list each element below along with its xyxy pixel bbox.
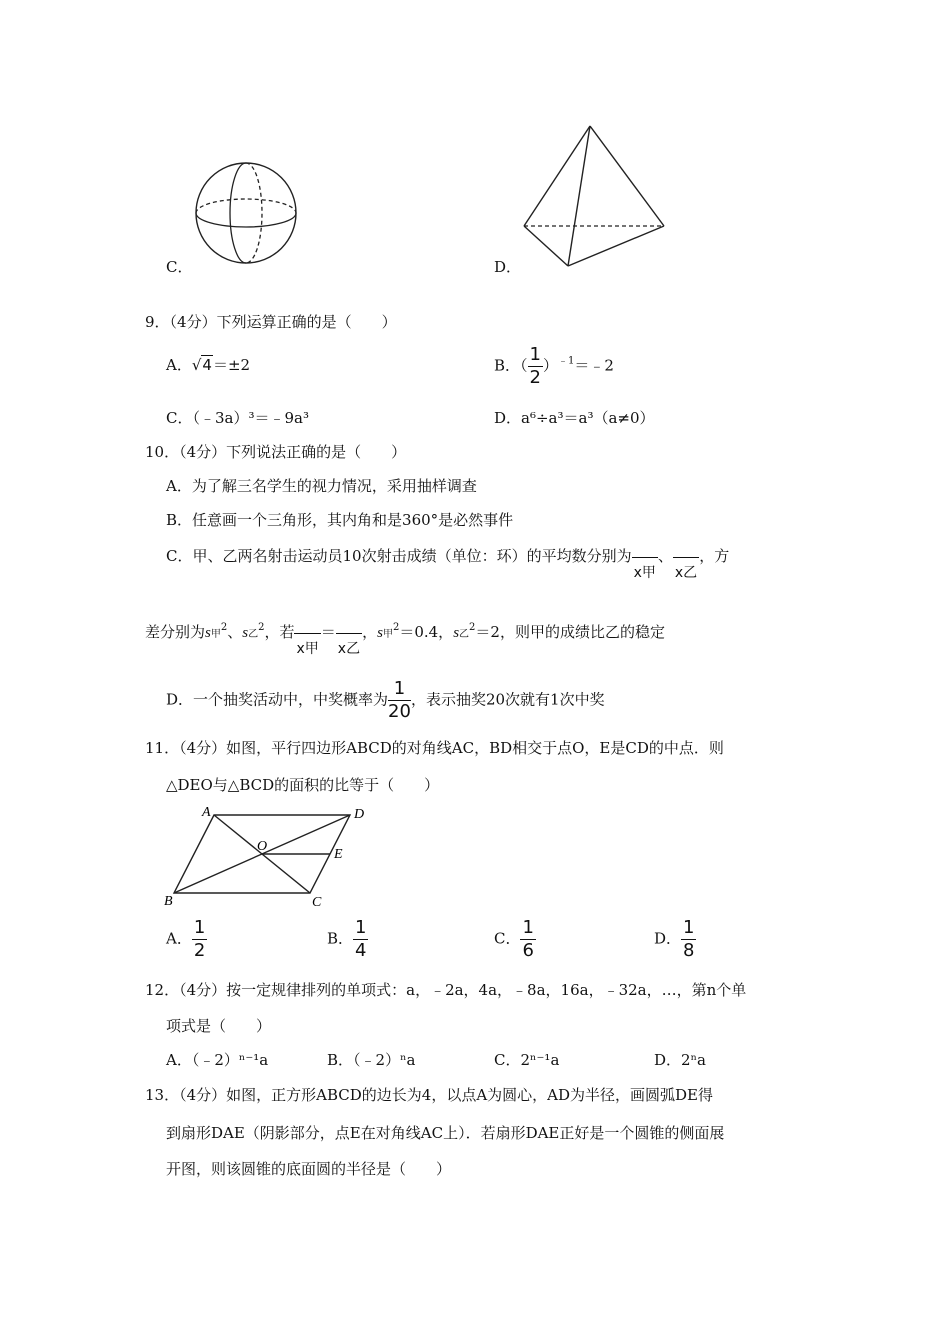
q10-stem: 10．（4分）下列说法正确的是（ ） (145, 443, 407, 461)
q9-option-d: D．a⁶÷a³＝a³（a≠0） (494, 409, 655, 427)
q11-option-c: C． $\frac{1}{6}$ (494, 917, 534, 961)
q10-option-c-line1: C．甲、乙两名射击运动员10次射击成绩（单位：环）的平均数分别为x甲、x乙，方 (166, 547, 730, 581)
option-d-label: D． (494, 258, 522, 276)
option-c-label: C． (166, 258, 193, 276)
q13-line1: 13．（4分）如图，正方形ABCD的边长为4，以点A为圆心，AD为半径，画圆弧DE得 (145, 1086, 713, 1104)
sphere-figure (188, 156, 308, 276)
q9-option-a: A．√4＝±2 (166, 356, 251, 374)
q9-stem: 9．（4分）下列运算正确的是（ ） (145, 313, 397, 331)
label-c: C (312, 895, 322, 910)
q12-option-d: D．2ⁿa (654, 1051, 707, 1069)
sqrt-4: √4 (191, 356, 212, 374)
q12-line1: 12．（4分）按一定规律排列的单项式：a，﹣2a，4a，﹣8a，16a，﹣32a，…，第n个单 (145, 981, 747, 999)
q9-option-b: B．（ $\frac{1}{2}$ ）$^{﹣1}$＝﹣2 (494, 344, 614, 388)
q12-option-b: B．（﹣2）ⁿa (327, 1051, 416, 1069)
q11-line1: 11．（4分）如图，平行四边形ABCD的对角线AC，BD相交于点O，E是CD的中点．则 (145, 739, 724, 757)
q13-line2: 到扇形DAE（阴影部分，点E在对角线AC上）．若扇形DAE正好是一个圆锥的侧面展 (166, 1124, 725, 1142)
q10-option-c-line2: 差分别为s甲$^2$、s乙$^2$，若x甲＝x乙，s甲$^2$＝0.4，s乙$^2$＝2，则甲的成绩比乙的稳定 (145, 622, 665, 657)
parallelogram-figure (162, 800, 382, 910)
q12-option-a: A．（﹣2）ⁿ⁻¹a (166, 1051, 269, 1069)
mean-yi: x乙 (673, 557, 699, 582)
fraction-1-20: $\frac{1}{20}$ (388, 678, 411, 722)
mean-jia: x甲 (632, 557, 658, 582)
label-d: D (354, 807, 365, 822)
q9-option-c: C．（﹣3a）³＝﹣9a³ (166, 409, 309, 427)
q12-line2: 项式是（ ） (166, 1017, 272, 1035)
label-b: B (164, 894, 173, 909)
q12-option-c: C．2ⁿ⁻¹a (494, 1051, 560, 1069)
q10-option-d: D．一个抽奖活动中，中奖概率为 $\frac{1}{20}$ ，表示抽奖20次就有1次中奖 (166, 678, 605, 722)
fraction-half: $\frac{1}{2}$ (529, 344, 541, 388)
q10-option-b: B．任意画一个三角形，其内角和是360°是必然事件 (166, 511, 514, 529)
tetrahedron-figure (518, 120, 668, 270)
label-o: O (257, 839, 268, 854)
label-a: A (202, 805, 211, 820)
q13-line3: 开图，则该圆锥的底面圆的半径是（ ） (166, 1160, 452, 1178)
q11-option-b: B． $\frac{1}{4}$ (327, 917, 367, 961)
q11-option-a: A． $\frac{1}{2}$ (166, 917, 206, 961)
label-e: E (334, 847, 343, 862)
q11-option-d: D． $\frac{1}{8}$ (654, 917, 695, 961)
q11-line2: △DEO与△BCD的面积的比等于（ ） (166, 776, 440, 794)
q10-option-a: A．为了解三名学生的视力情况，采用抽样调查 (166, 477, 477, 495)
